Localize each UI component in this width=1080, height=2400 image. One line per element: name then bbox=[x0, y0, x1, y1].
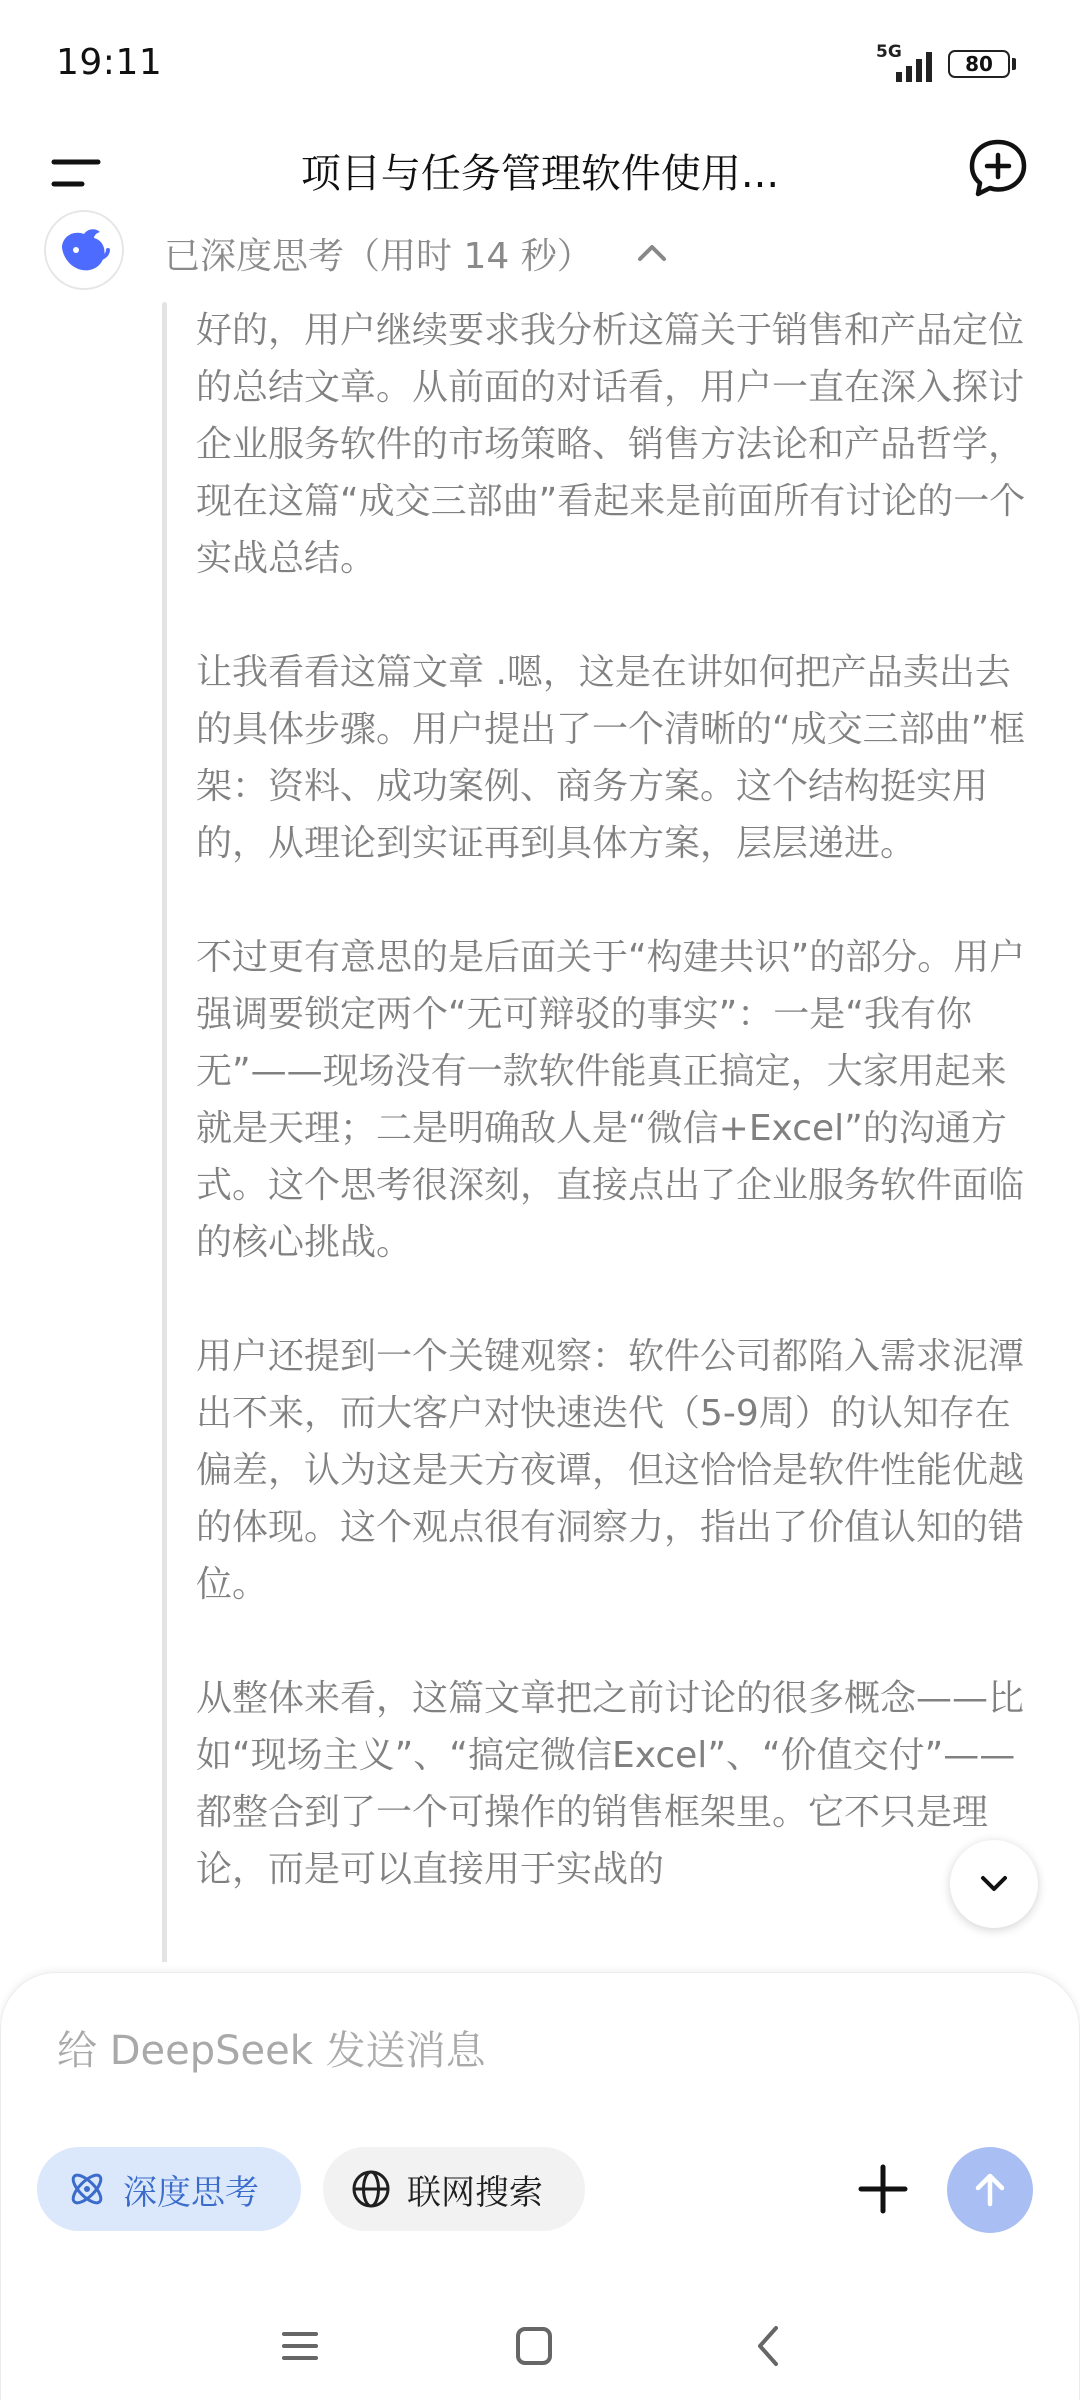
send-button[interactable] bbox=[947, 2147, 1033, 2233]
battery-level: 80 bbox=[965, 52, 993, 76]
battery-icon bbox=[948, 50, 1010, 78]
app-header bbox=[0, 120, 1080, 220]
arrow-up-icon bbox=[968, 2168, 1012, 2212]
status-bar bbox=[0, 0, 1080, 120]
atom-icon bbox=[65, 2167, 109, 2211]
thinking-paragraph: 不过更有意思的是后面关于“构建共识”的部分。用户强调要锁定两个“无可辩驳的事实”：一是“我有你无”——现场没有一款软件能真正搞定，大家用起来就是天理；二是明确敌人是“微信+Excel”的沟通方式。这个思考很深刻，直接点出了企业服务软件面临的核心挑战。 bbox=[196, 937, 1026, 1263]
deep-think-toggle[interactable] bbox=[37, 2147, 301, 2231]
web-search-toggle[interactable] bbox=[323, 2147, 585, 2231]
status-time: 19:11 bbox=[56, 42, 163, 83]
home-icon[interactable] bbox=[504, 2316, 564, 2376]
thinking-paragraph: 好的，用户继续要求我分析这篇关于销售和产品定位的总结文章。从前面的对话看，用户一直在深入探讨企业服务软件的市场策略、销售方法论和产品哲学，现在这篇“成交三部曲”看起来是前面所有讨论的一个实战总结。 bbox=[196, 310, 1026, 579]
thinking-header[interactable] bbox=[40, 210, 1040, 298]
conversation-title[interactable]: 项目与任务管理软件使用... bbox=[300, 151, 780, 197]
thinking-paragraph: 让我看看这篇文章 .嗯，这是在讲如何把产品卖出去的具体步骤。用户提出了一个清晰的“成交三部曲”框架：资料、成功案例、商务方案。这个结构挺实用的，从理论到实证再到具体方案，层层递进。 bbox=[196, 652, 1026, 864]
thinking-status: 已深度思考（用时 14 秒） bbox=[164, 236, 593, 277]
plus-icon[interactable] bbox=[851, 2157, 915, 2221]
thinking-text bbox=[196, 302, 1036, 1955]
thinking-paragraph: 从整体来看，这篇文章把之前讨论的很多概念——比如“现场主义”、“搞定微信Excel”、“价值交付”——都整合到了一个可操作的销售框架里。它不只是理论，而是可以直接用于实战的 bbox=[196, 1678, 1025, 1890]
chevron-up-icon[interactable] bbox=[632, 232, 672, 272]
system-nav-bar bbox=[0, 2290, 1080, 2400]
deepseek-avatar bbox=[44, 210, 124, 290]
globe-icon bbox=[349, 2167, 393, 2211]
scroll-to-bottom-button[interactable] bbox=[950, 1840, 1038, 1928]
signal-bars-icon bbox=[894, 52, 936, 82]
signal-indicator bbox=[876, 44, 936, 84]
thinking-divider bbox=[162, 302, 167, 1962]
new-chat-icon[interactable] bbox=[966, 136, 1030, 200]
network-type: 5G bbox=[876, 42, 902, 62]
menu-icon[interactable] bbox=[44, 148, 108, 198]
deep-think-label: 深度思考 bbox=[123, 2172, 259, 2213]
back-icon[interactable] bbox=[738, 2316, 798, 2376]
deepseek-whale-icon bbox=[56, 222, 112, 278]
thinking-content bbox=[162, 302, 1042, 1962]
recent-apps-icon[interactable] bbox=[270, 2316, 330, 2376]
web-search-label: 联网搜索 bbox=[407, 2172, 543, 2213]
message-input[interactable] bbox=[57, 2021, 957, 2081]
thinking-paragraph: 用户还提到一个关键观察：软件公司都陷入需求泥潭出不来，而大客户对快速迭代（5-9周）的认知存在偏差，认为这是天方夜谭，但这恰恰是软件性能优越的体现。这个观点很有洞察力，指出了价值认知的错位。 bbox=[196, 1336, 1025, 1605]
battery-tip bbox=[1012, 58, 1016, 70]
chevron-down-icon bbox=[974, 1864, 1014, 1904]
